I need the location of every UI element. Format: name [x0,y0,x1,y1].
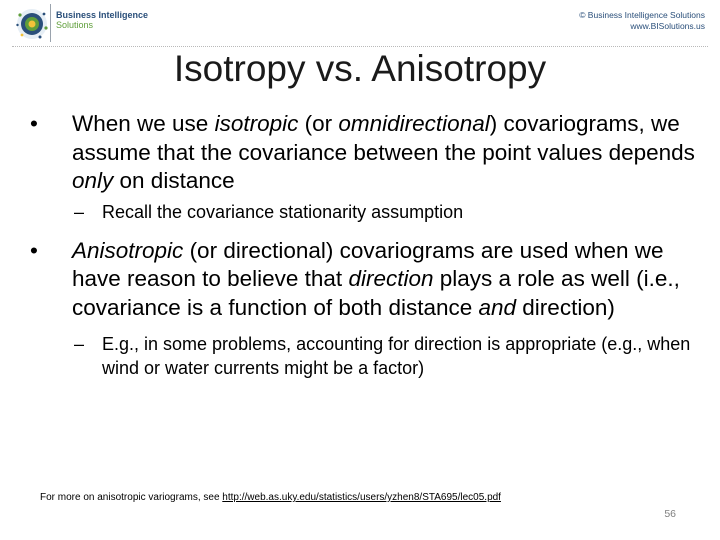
slide-header [0,0,720,48]
bullet-isotropic [30,110,700,196]
bullet-marker: • [30,237,38,263]
bullet-anisotropic [30,237,700,323]
bullet-text: direction) [516,294,615,320]
bullet-text: on distance [113,168,235,193]
sub-bullet-marker: – [74,334,85,354]
copyright-block [579,10,705,32]
copyright-line: © Business Intelligence Solutions [579,10,705,20]
brand-name: Business Intelligence [56,10,149,20]
sub-bullet-example [30,332,700,380]
logo-divider [50,4,51,42]
sub-bullet-marker: – [74,201,85,222]
footnote [40,492,501,504]
sub-bullet-text: E.g., in some problems, accounting for direction is appropriate (e.g., when wind or water currents might be a factor) [102,334,691,378]
brand-text [56,10,148,30]
bullet-emphasis: direction [348,266,434,291]
bullet-text: (or [298,111,339,136]
bullet-emphasis: only [72,168,114,193]
bullet-marker: • [30,111,38,136]
bullet-text: When we use [72,111,215,136]
bullet-emphasis: Anisotropic [72,237,184,263]
brand-sub: Solutions [56,20,94,30]
bullet-emphasis: isotropic [214,111,299,136]
bullet-text: (or directional) covariograms are used when we have reason to believe that [72,237,664,291]
footnote-link[interactable]: http://web.as.uky.edu/statistics/users/yzhen8/STA695/lec05.pdf [222,492,501,503]
website-line: www.BISolutions.us [630,21,705,31]
sub-bullet-stationarity [30,200,700,224]
sub-bullet-text: Recall the covariance stationarity assumption [102,201,464,222]
footnote-text: For more on anisotropic variograms, see [40,492,223,503]
page-number: 56 [664,508,676,520]
bullet-emphasis: and [478,294,517,320]
slide-title: Isotropy vs. Anisotropy [173,48,547,89]
globe-logo-icon [14,6,50,42]
bullet-text: plays a role as well (i.e., covariance is a function of both distance [72,266,680,320]
bullet-text: ) covariograms, we assume that the covariance between the point values depends [72,111,695,165]
bullet-emphasis: omnidirectional [338,111,490,136]
slide-body [30,110,700,393]
